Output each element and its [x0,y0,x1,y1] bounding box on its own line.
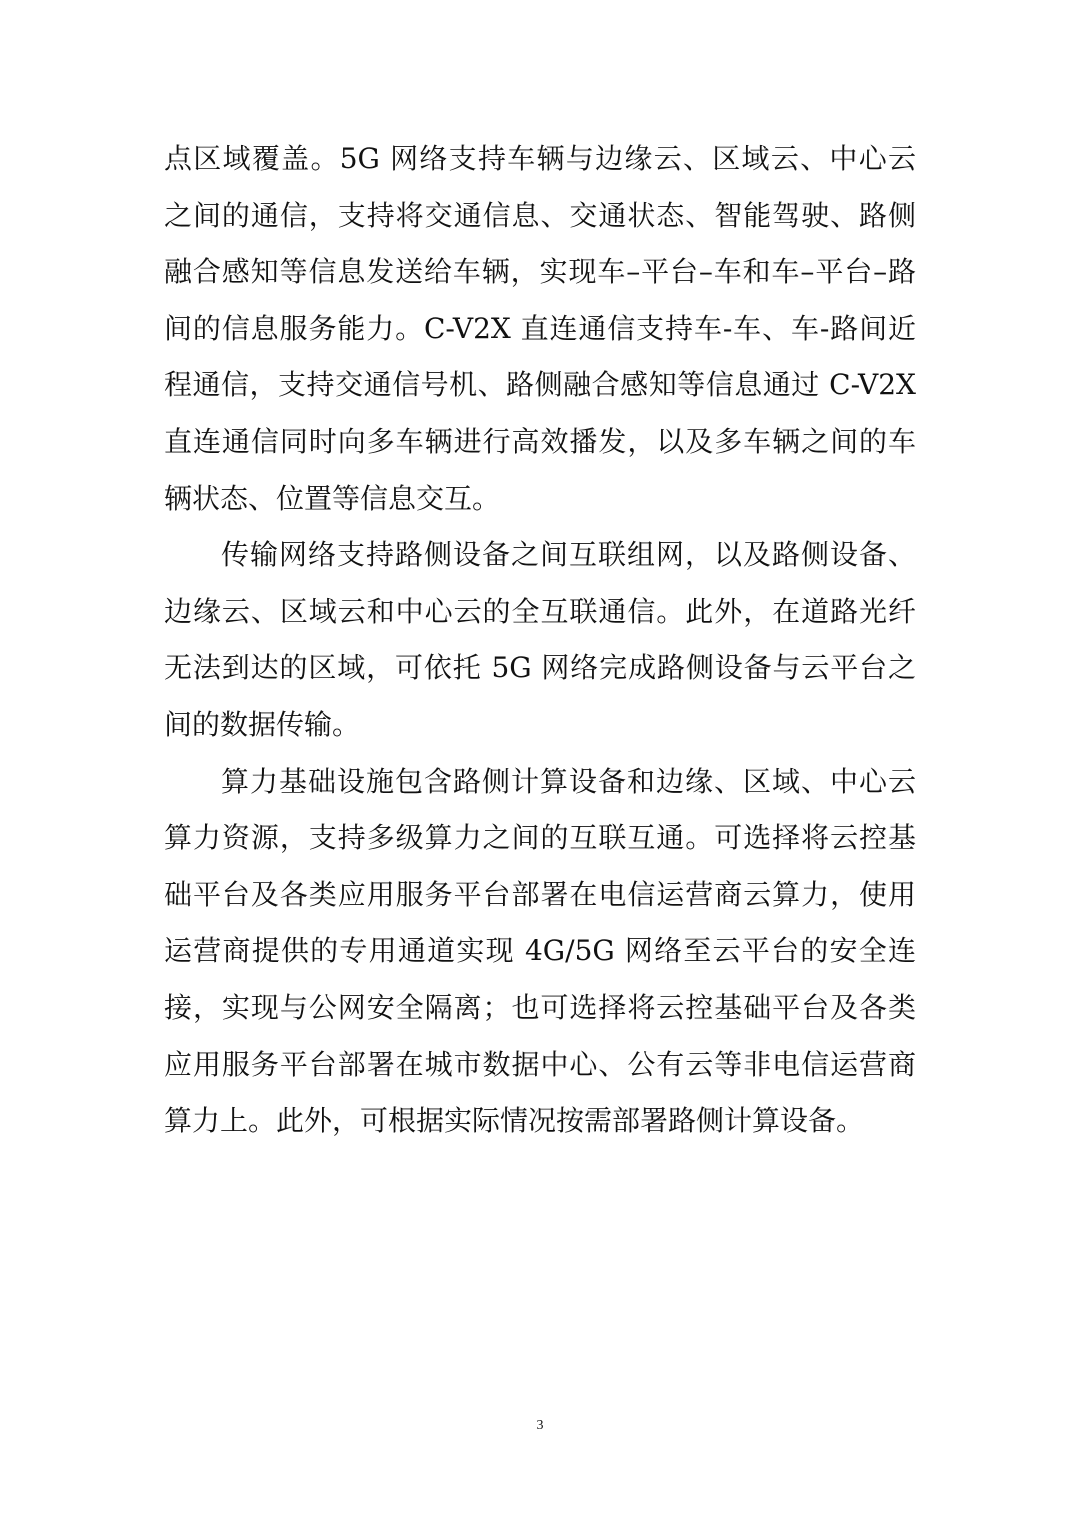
text-line: 之间的通信，支持将交通信息、交通状态、智能驾驶、路侧 [164,198,916,232]
text-line: 算力上。此外，可根据实际情况按需部署路侧计算设备。 [164,1104,865,1138]
text-line: 程通信，支持交通信号机、路侧融合感知等信息通过 C-V2X [164,368,916,402]
paragraph-2 [164,527,916,753]
body-text [164,131,916,1150]
text-line: 算力资源，支持多级算力之间的互联互通。可选择将云控基 [164,821,916,855]
text-line: 应用服务平台部署在城市数据中心、公有云等非电信运营商 [164,1047,916,1081]
page-number: 3 [536,1418,544,1433]
text-line: 接，实现与公网安全隔离；也可选择将云控基础平台及各类 [164,990,916,1024]
text-line: 点区域覆盖。5G 网络支持车辆与边缘云、区域云、中心云 [164,142,916,175]
text-line: 边缘云、区域云和中心云的全互联通信。此外，在道路光纤 [164,594,916,628]
text-line: 间的数据传输。 [164,707,361,741]
text-line: 融合感知等信息发送给车辆，实现车–平台–车和车–平台–路 [164,255,916,289]
text-line: 直连通信同时向多车辆进行高效播发，以及多车辆之间的车 [164,424,916,458]
text-line: 辆状态、位置等信息交互。 [164,481,501,515]
paragraph-3 [164,754,916,1150]
text-line: 算力基础设施包含路侧计算设备和边缘、区域、中心云 [221,764,916,798]
text-line: 础平台及各类应用服务平台部署在电信运营商云算力，使用 [164,877,916,911]
paragraph-1 [164,131,916,527]
text-line: 间的信息服务能力。C-V2X 直连通信支持车-车、车-路间近 [164,311,916,345]
text-line: 无法到达的区域，可依托 5G 网络完成路侧设备与云平台之 [164,651,916,685]
text-line: 传输网络支持路侧设备之间互联组网，以及路侧设备、 [221,538,916,572]
text-line: 运营商提供的专用通道实现 4G/5G 网络至云平台的安全连 [164,934,916,968]
